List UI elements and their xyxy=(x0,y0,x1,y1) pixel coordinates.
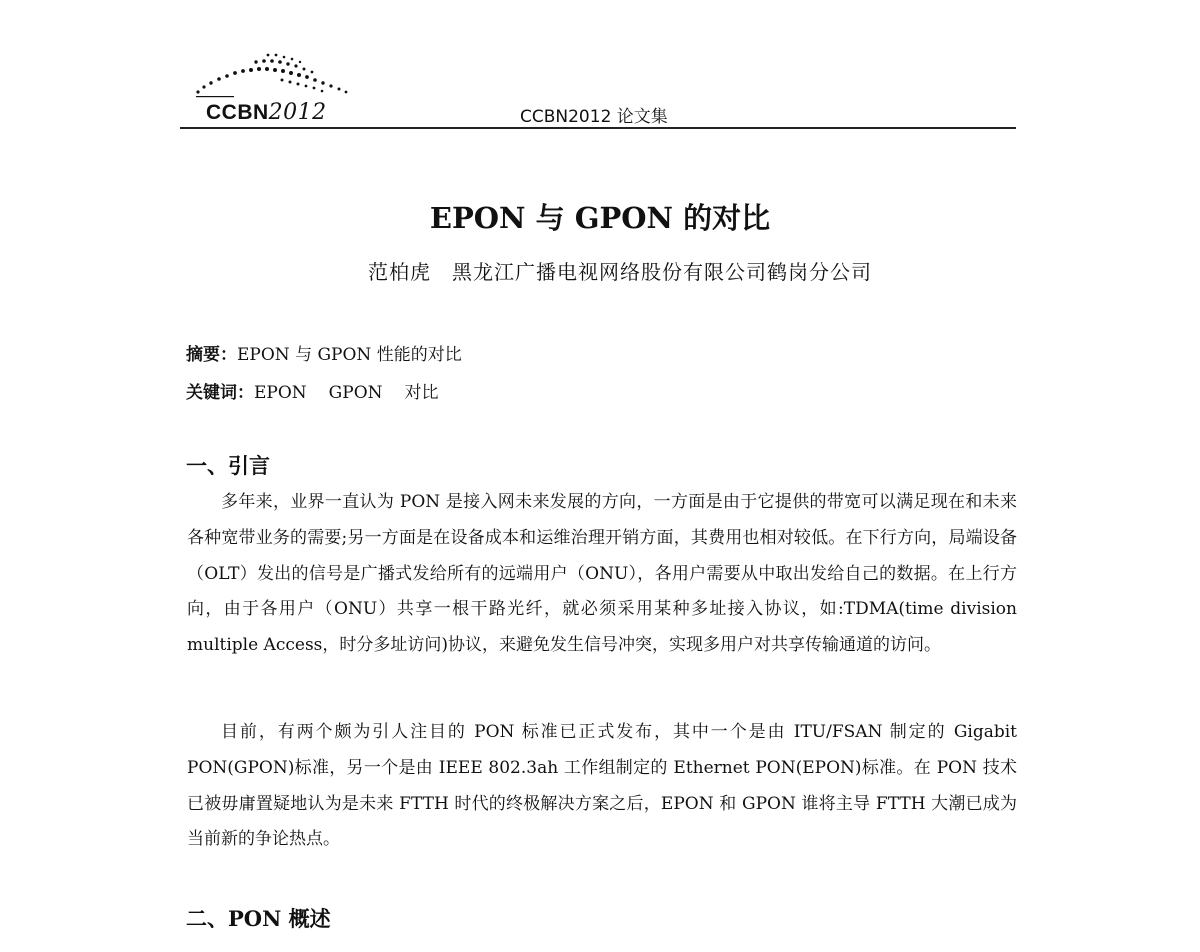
keywords xyxy=(186,378,461,403)
section-heading: 二、PON 概述 xyxy=(186,906,331,931)
journal-title: CCBN2012 论文集 xyxy=(520,107,668,127)
abstract-text: EPON 与 GPON 性能的对比 xyxy=(237,345,462,365)
body-paragraph: 多年来，业界一直认为 PON 是接入网未来发展的方向，一方面是由于它提供的带宽可以满足现在和未来各种宽带业务的需要;另一方面是在设备成本和运维治理开销方面，其费用也相对较低。在下行方向，局端设备（OLT）发出的信号是广播式发给所有的远端用户（ONU），各用户需要从中取出发给自己的数据。在上行方向，由于各用户（ONU）共享一根干路光纤，就必须采用某种多址接入协议，如:TDMA(time division multiple Access，时分多址访问)协议，来避免发生信号冲突，实现多用户对共享传输通道的访问。 xyxy=(187,492,1017,656)
abstract xyxy=(186,340,462,365)
author-affiliation: 范柏虎 黑龙江广播电视网络股份有限公司鹤岗分公司 xyxy=(368,260,872,284)
logo-year: 2012 xyxy=(268,100,327,125)
header-divider xyxy=(180,127,1016,129)
ccbn-logo-mark xyxy=(186,52,356,98)
keyword-item: 对比 xyxy=(404,383,439,403)
page-header xyxy=(180,52,1016,130)
ccbn-logo xyxy=(206,100,327,125)
body-paragraph: 目前，有两个颇为引人注目的 PON 标准已正式发布，其中一个是由 ITU/FSAN 制定的 Gigabit PON(GPON)标准，另一个是由 IEEE 802.3ah 工作组制定的 Ethernet PON(EPON)标准。在 PON 技术已被毋庸置疑地认为是未来 FTTH 时代的终极解决方案之后，EPON 和 GPON 谁将主导 FTTH 大潮已成为当前新的争论热点。 xyxy=(187,722,1017,850)
keyword-item: EPON xyxy=(254,383,307,403)
section-heading: 一、引言 xyxy=(186,453,270,478)
abstract-label: 摘要： xyxy=(186,345,237,365)
paper-title: EPON 与 GPON 的对比 xyxy=(429,201,771,235)
keyword-item: GPON xyxy=(328,383,383,403)
keywords-label: 关键词： xyxy=(186,383,254,403)
logo-wordmark: CCBN xyxy=(206,101,269,124)
